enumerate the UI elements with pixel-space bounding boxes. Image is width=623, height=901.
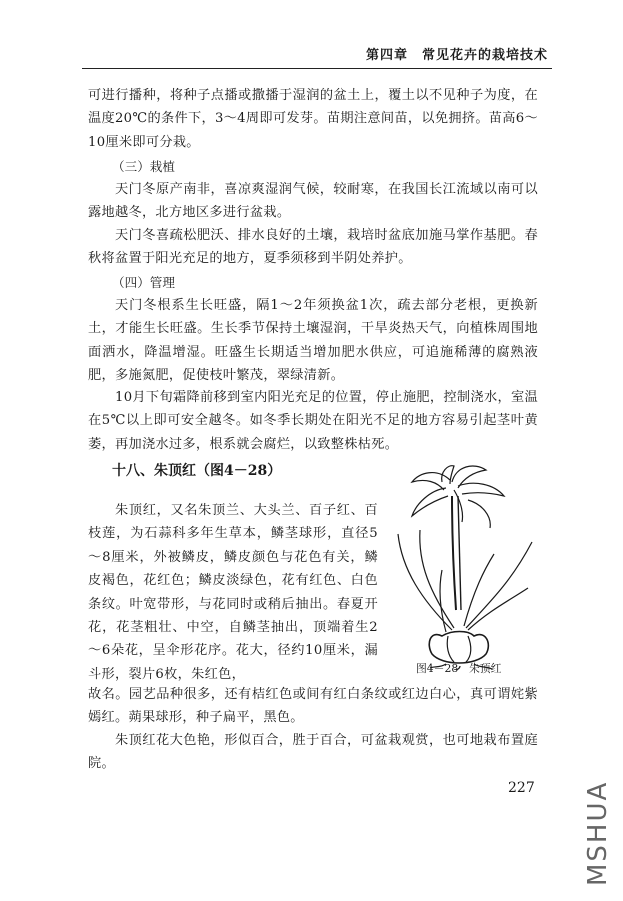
paragraph: 天门冬原产南非，喜凉爽湿润气候，较耐寒，在我国长江流域以南可以露地越冬，北方地区多进行盆栽。 [88,182,538,221]
page-number: 227 [508,780,535,796]
paragraph: 可进行播种，将种子点播或撒播于湿润的盆土上，覆土以不见种子为度，在温度20℃的条件下，3～4周即可发芽。苗期注意间苗，以免拥挤。苗高6～10厘米即可分栽。 [88,88,538,150]
paragraph: 朱顶红花大色艳，形似百合，胜于百合，可盆栽观赏，也可地栽布置庭院。 [88,733,538,772]
subheading: （三）栽植 [112,159,175,174]
running-header: 第四章 常见花卉的栽培技术 [365,48,548,63]
paragraph: 朱顶红，又名朱顶兰、大头兰、百子红、百枝莲，为石蒜科多年生草本，鳞茎球形，直径5～8厘米，外被鳞皮，鳞皮颜色与花色有关，鳞皮褐色，花红色；鳞皮淡绿色，花有红色、白色条纹。叶宽带形，与花同时或稍后抽出。春夏开花，花茎粗壮、中空，自鳞茎抽出，顶端着生2～6朵花，呈伞形花序。花大，径约10厘米，漏斗形，裂片6枚，朱红色， [88,503,378,682]
section-title: 十八、朱顶红（图4－28） [112,463,282,479]
paragraph: 10月下旬霜降前移到室内阳光充足的位置，停止施肥，控制浇水，室温在5℃以上即可安全越冬。如冬季长期处在阳光不足的地方容易引起茎叶黄萎，再加浇水过多，根系就会腐烂，以致整株枯死。 [88,390,538,452]
paragraph: 天门冬喜疏松肥沃、排水良好的土壤，栽培时盆底加施马掌作基肥。春秋将盆置于阳光充足的地方，夏季须移到半阴处养护。 [88,228,538,267]
watermark: MSHUA [583,780,613,886]
paragraph: 天门冬根系生长旺盛，隔1～2年须换盆1次，疏去部分老根，更换新土，才能生长旺盛。生长季节保持土壤湿润，干旱炎热天气，向植株周围地面洒水，降温增湿。旺盛生长期适当增加肥水供应，可追施稀薄的腐熟液肥，多施氮肥，促使枝叶繁茂，翠绿清新。 [88,298,538,384]
subheading: （四）管理 [112,275,175,290]
header-rule [82,68,552,69]
figure-caption: 图4－28 朱顶红 [416,662,502,675]
paragraph: 故名。园艺品种很多，还有桔红色或间有红白条纹或红边白心，真可谓姹紫嫣红。蒴果球形，种子扁平，黑色。 [88,687,538,726]
amaryllis-illustration [382,460,542,670]
